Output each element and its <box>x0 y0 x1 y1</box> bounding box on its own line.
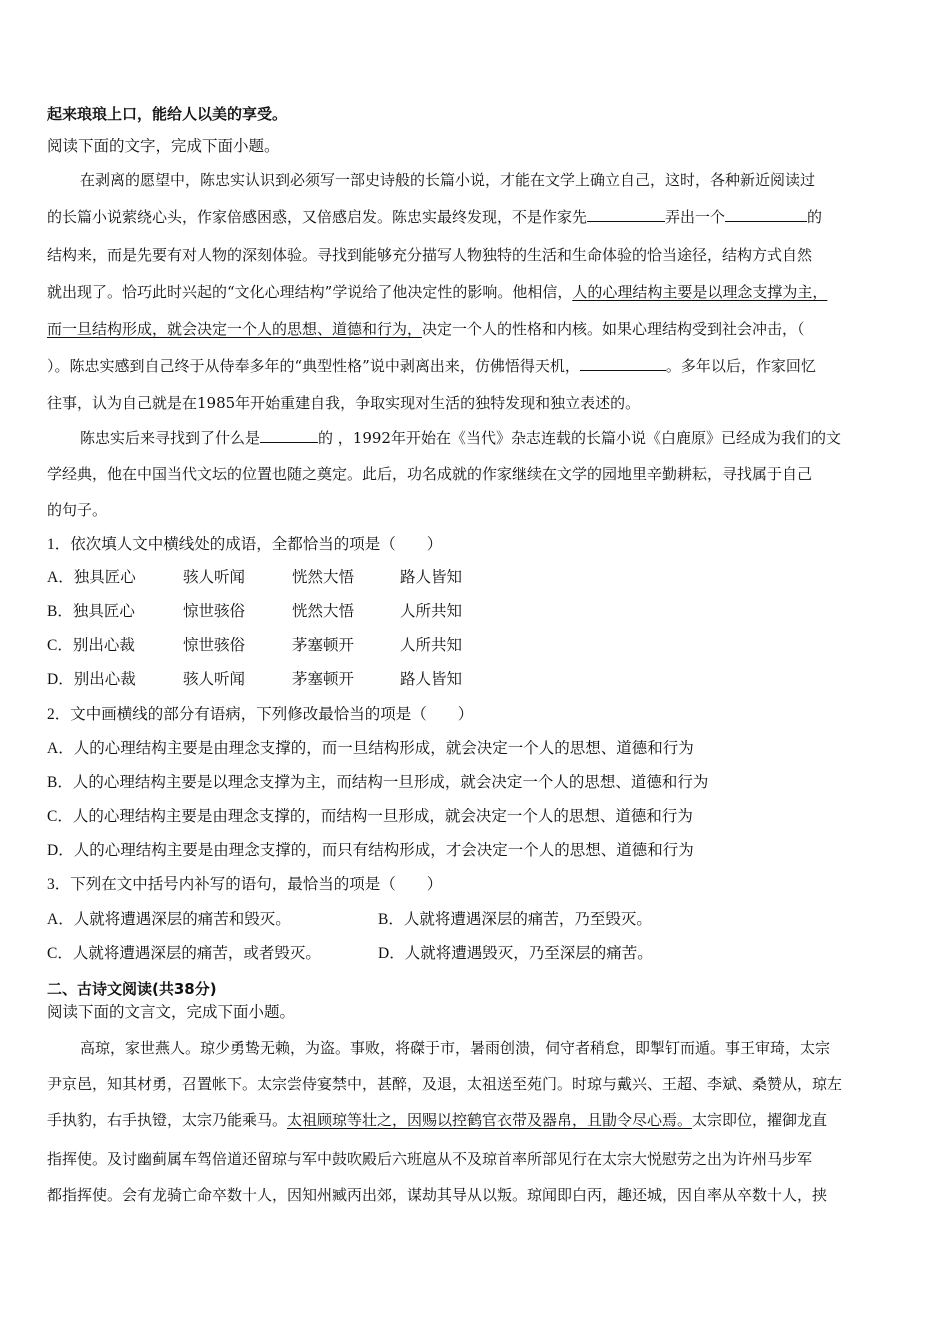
passage2-line: 都指挥使。会有龙骑亡命卒数十人，因知州臧丙出郊，谋劫其导从以叛。琼闻即白丙，趣还城，因自率从卒数十人，挟 <box>47 1186 828 1204</box>
underlined-sentence: 人的心理结构主要是以理念支撑为主， <box>572 283 828 301</box>
passage1-line: 在剥离的愿望中，陈忠实认识到必须写一部史诗般的长篇小说，才能在文学上确立自己，这时，各种新近阅读过 <box>80 171 816 189</box>
passage1-line: 的句子。 <box>47 501 108 519</box>
underlined-sentence: 太祖顾琼等壮之，因赐以控鹤官衣带及器帛，且勖令尽心焉。 <box>287 1111 693 1129</box>
document-page: 起来琅琅上口，能给人以美的享受。 阅读下面的文字，完成下面小题。 在剥离的愿望中，陈忠实认识到必须写一部史诗般的长篇小说，才能在文学上确立自己，这时，各种新近阅读过 的长篇小说萦绕心头，作家倍感困惑，又倍感启发。陈忠实最终发现，不是作家先 弄出一个 的 结构来，而是先要有对人物的深刻体验。寻找到能够充分描写人物独特的生活和生命体验的恰当途径，结构方式自然 就出现了。恰巧此时兴起的“文化心理结构”学说给了他决定性的影响。他相信，人的心理结构主要是以理念支撑为主， 而一旦结构形成，就会决定一个人的思想、道德和行为，决定一个人的性格和内核。如果心理结构受到社会冲击，（ ）。陈忠实感到自己终于从侍奉多年的“典型性格”说中剥离出来，仿佛悟得天机， 。多年以后，作家回忆 往事，认为自己就是在1985年开始重建自我，争取实现对生活的独特发现和独立表述的。 陈忠实后来寻找到了什么是 的 ，1992年开始在《当代》杂志连载的长篇小说《白鹿原》已经成为我们的文 学经典，他在中国当代文坛的位置也随之奠定。此后，功名成就的作家继续在文学的园地里辛勤耕耘，寻找属于自己 的句子。 1．依次填人文中横线处的成语，全都恰当的项是（ ） A．独具匠心 骇人听闻 恍然大悟 路人皆知 B．独具匠心 惊世骇俗 恍然大悟 人所共知 C．别出心裁 惊世骇俗 茅塞顿开 人所共知 D．别出心裁 骇人听闻 茅塞顿开 路人皆知 2．文中画横线的部分有语病，下列修改最恰当的项是（ ） A．人的心理结构主要是由理念支撑的，而一旦结构形成，就会决定一个人的思想、道德和行为 B．人的心理结构主要是以理念支撑为主，而结构一旦形成，就会决定一个人的思想、道德和行为 C．人的心理结构主要是由理念支撑的，而结构一旦形成，就会决定一个人的思想、道德和行为 D．人的心理结构主要是由理念支撑的，而只有结构形成，才会决定一个人的思想、道德和行为 3．下列在文中括号内补写的语句，最恰当的项是（ ） A．人就将遭遇深层的痛苦和毁灭。 B．人就将遭遇深层的痛苦，乃至毁灭。 C．人就将遭遇深层的痛苦，或者毁灭。 D．人就将遭遇毁灭，乃至深层的痛苦。 二、古诗文阅读(共38分) 阅读下面的文言文，完成下面小题。 高琼，家世燕人。琼少勇鸷无赖，为盗。事败，将磔于市，暑雨创溃，伺守者稍怠，即掣钉而遁。事王审琦，太宗 尹京邑，知其材勇，召置帐下。太宗尝侍宴禁中，甚醉，及退，太祖送至苑门。时琼与戴兴、王超、李斌、桑赞从，琼左 手执豹，右手执镫，太宗乃能乘马。太祖顾琼等壮之，因赐以控鹤官衣带及器帛，且勖令尽心焉。太宗即位，擢御龙直 指挥使。及讨幽蓟属车驾倍道还留琼与军中鼓吹殿后六班扈从不及琼首率所部见行在太宗大悦慰劳之出为许州马步军 都指挥使。会有龙骑亡命卒数十人，因知州臧丙出郊，谋劫其导从以叛。琼闻即白丙，趣还城，因自率从卒数十人，挟 <box>47 105 843 1204</box>
instruction-1: 阅读下面的文字，完成下面小题。 <box>47 138 280 155</box>
passage1-line: ）。陈忠实感到自己终于从侍奉多年的“典型性格”说中剥离出来，仿佛悟得天机， 。多年以后，作家回忆 <box>47 357 816 375</box>
passage1-line: 就出现了。恰巧此时兴起的“文化心理结构”学说给了他决定性的影响。他相信，人的心理结构主要是以理念支撑为主， <box>47 283 828 301</box>
passage1-line: 学经典，他在中国当代文坛的位置也随之奠定。此后，功名成就的作家继续在文学的园地里辛勤耕耘，寻找属于自己 <box>47 465 813 483</box>
q3-stem: 3．下列在文中括号内补写的语句，最恰当的项是（ ） <box>47 876 443 893</box>
q2-option-d[interactable]: D．人的心理结构主要是由理念支撑的，而只有结构形成，才会决定一个人的思想、道德和行为 <box>47 842 694 859</box>
passage2-line: 高琼，家世燕人。琼少勇鸷无赖，为盗。事败，将磔于市，暑雨创溃，伺守者稍怠，即掣钉而遁。事王审琦，太宗 <box>80 1039 831 1057</box>
passage1-line: 的长篇小说萦绕心头，作家倍感困惑，又倍感启发。陈忠实最终发现，不是作家先 弄出一个 的 <box>47 208 823 226</box>
passage2-line: 尹京邑，知其材勇，召置帐下。太宗尝侍宴禁中，甚醉，及退，太祖送至苑门。时琼与戴兴、王超、李斌、桑赞从，琼左 <box>47 1075 843 1093</box>
passage2-line: 手执豹，右手执镫，太宗乃能乘马。太祖顾琼等壮之，因赐以控鹤官衣带及器帛，且勖令尽心焉。太宗即位，擢御龙直 <box>47 1111 828 1129</box>
passage1-line: 而一旦结构形成，就会决定一个人的思想、道德和行为，决定一个人的性格和内核。如果心理结构受到社会冲击，（ <box>47 320 805 338</box>
q3-option-c[interactable]: C．人就将遭遇深层的痛苦，或者毁灭。 <box>47 945 321 962</box>
fill-blank <box>725 207 807 222</box>
q3-option-d[interactable]: D．人就将遭遇毁灭，乃至深层的痛苦。 <box>378 945 653 962</box>
q2-option-c[interactable]: C．人的心理结构主要是由理念支撑的，而结构一旦形成，就会决定一个人的思想、道德和行为 <box>47 808 693 825</box>
instruction-2: 阅读下面的文言文，完成下面小题。 <box>47 1004 296 1021</box>
q2-option-b[interactable]: B．人的心理结构主要是以理念支撑为主，而结构一旦形成，就会决定一个人的思想、道德和行为 <box>47 774 709 791</box>
fill-blank <box>260 428 318 443</box>
passage2-line: 指挥使。及讨幽蓟属车驾倍道还留琼与军中鼓吹殿后六班扈从不及琼首率所部见行在太宗大悦慰劳之出为许州马步军 <box>47 1150 813 1168</box>
passage1-line: 陈忠实后来寻找到了什么是 的 ，1992年开始在《当代》杂志连载的长篇小说《白鹿原》已经成为我们的文 <box>80 429 841 447</box>
fill-blank <box>580 356 666 371</box>
q2-stem: 2．文中画横线的部分有语病，下列修改最恰当的项是（ ） <box>47 706 474 723</box>
q1-stem: 1．依次填人文中横线处的成语，全都恰当的项是（ ） <box>47 536 443 553</box>
underlined-sentence: 而一旦结构形成，就会决定一个人的思想、道德和行为， <box>47 320 423 338</box>
top-line: 起来琅琅上口，能给人以美的享受。 <box>47 105 288 123</box>
passage1-line: 结构来，而是先要有对人物的深刻体验。寻找到能够充分描写人物独特的生活和生命体验的恰当途径，结构方式自然 <box>47 246 813 264</box>
fill-blank <box>587 207 665 222</box>
section-2-title: 二、古诗文阅读(共38分) <box>47 980 217 998</box>
passage1-line: 往事，认为自己就是在1985年开始重建自我，争取实现对生活的独特发现和独立表述的。 <box>47 394 641 412</box>
q3-option-a[interactable]: A．人就将遭遇深层的痛苦和毁灭。 <box>47 911 291 928</box>
q2-option-a[interactable]: A．人的心理结构主要是由理念支撑的，而一旦结构形成，就会决定一个人的思想、道德和行为 <box>47 740 694 757</box>
q3-option-b[interactable]: B．人就将遭遇深层的痛苦，乃至毁灭。 <box>378 911 652 928</box>
